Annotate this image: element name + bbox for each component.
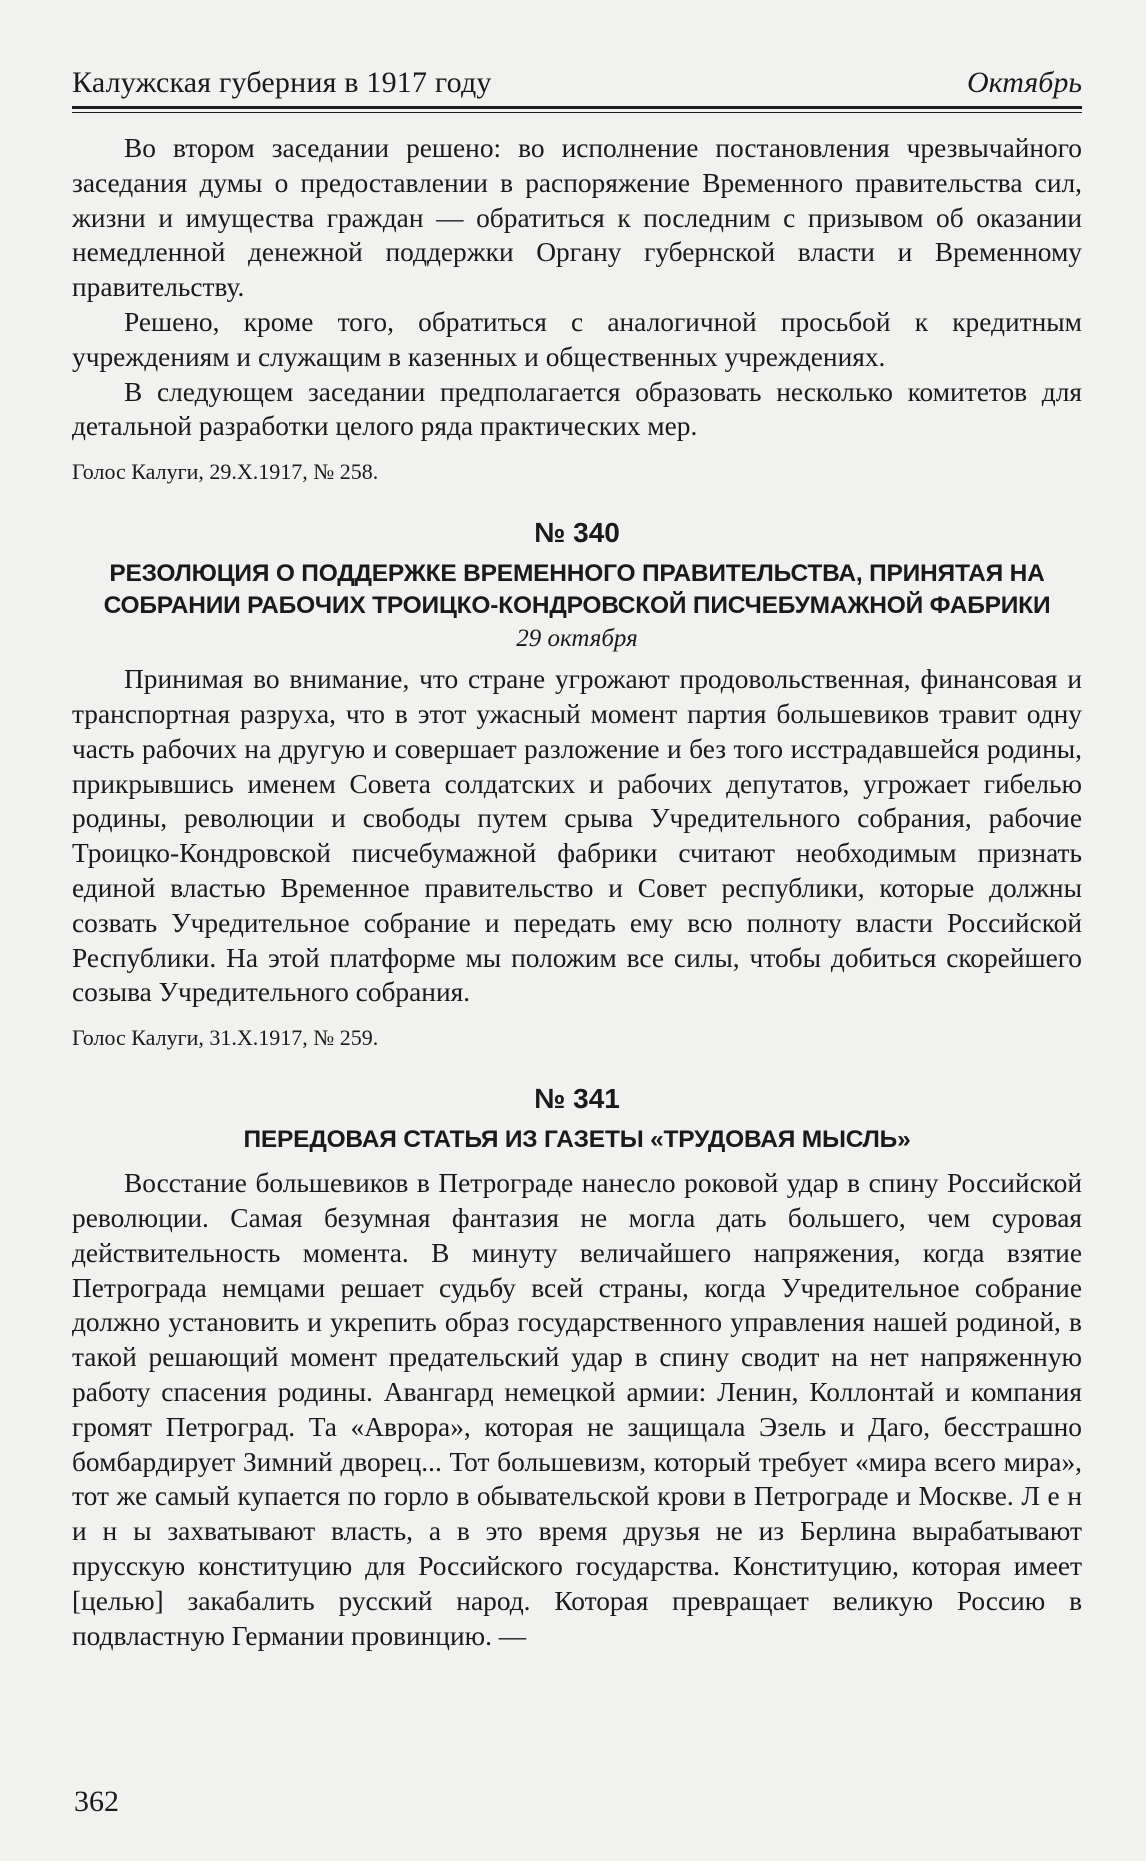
intro-source: Голос Калуги, 29.X.1917, № 258. <box>72 459 379 485</box>
running-header-month: Октябрь <box>966 66 1082 99</box>
page-number: 362 <box>74 1785 119 1818</box>
intro-paragraph: Решено, кроме того, обратиться с аналогичной просьбой к кредитным учреждениям и служащим в казенных и общественных учреждениях. <box>72 306 1082 372</box>
document-341 <box>72 1082 1082 1653</box>
document-title: РЕЗОЛЮЦИЯ О ПОДДЕРЖКЕ ВРЕМЕННОГО ПРАВИТЕЛЬСТВА, ПРИНЯТАЯ НА СОБРАНИИ РАБОЧИХ ТРОИЦКО-КОНДРОВСКОЙ ПИСЧЕБУМАЖНОЙ ФАБРИКИ <box>103 560 1051 620</box>
document-source: Голос Калуги, 31.X.1917, № 259. <box>72 1025 379 1051</box>
running-header <box>72 48 1082 100</box>
document-title: ПЕРЕДОВАЯ СТАТЬЯ ИЗ ГАЗЕТЫ «ТРУДОВАЯ МЫСЛЬ» <box>243 1126 911 1154</box>
document-number: № 341 <box>534 1083 620 1115</box>
intro-paragraph: Во втором заседании решено: во исполнение постановления чрезвычайного заседания думы о предоставлении в распоряжение Временного правительства сил, жизни и имущества граждан — обратиться к последним с призывом об оказании немедленной денежной поддержки Органу губернской власти и Временному правительству. <box>72 133 1082 303</box>
document-paragraph: Принимая во внимание, что стране угрожают продовольственная, финансовая и транспортная разруха, что в этот ужасный момент партия большевиков травит одну часть рабочих на другую и совершает разложение и без того исстрадавшейся родины, прикрывшись именем Совета солдатских и рабочих депутатов, угрожает гибелью родины, революции и свободы путем срыва Учредительного собрания, рабочие Троицко-Кондровской писчебумажной фабрики считают необходимым признать единой властью Временное правительство и Совет республики, которые должны созвать Учредительное собрание и передать ему всю полноту власти Российской Республики. На этой платформе мы положим все силы, чтобы добиться скорейшего созыва Учредительного собрания. <box>72 664 1082 1008</box>
page <box>72 48 1082 1653</box>
intro-paragraph: В следующем заседании предполагается образовать несколько комитетов для детальной разработки целого ряда практических мер. <box>72 376 1082 442</box>
running-header-title: Калужская губерния в 1917 году <box>72 66 492 99</box>
header-rule <box>72 106 1082 113</box>
document-date: 29 октября <box>516 625 638 653</box>
document-number: № 340 <box>534 517 620 549</box>
intro-section <box>72 131 1082 486</box>
document-340 <box>72 516 1082 1052</box>
document-paragraph: Восстание большевиков в Петрограде нанесло роковой удар в спину Российской революции. Самая безумная фантазия не могла дать большего, чем суровая действительность момента. В минуту величайшего напряжения, когда взятие Петрограда немцами решает судьбу всей страны, когда Учредительное собрание должно установить и укрепить образ государственного управления нашей родиной, в такой решающий момент предательский удар в спину сводит на нет напряженную работу спасения родины. Авангард немецкой армии: Ленин, Коллонтай и компания громят Петроград. Та «Аврора», которая не защищала Эзель и Даго, бесстрашно бомбардирует Зимний дворец... Тот большевизм, который требует «мира всего мира», тот же самый купается по горло в обывательской крови в Петрограде и Москве. Л е н и н ы захватывают власть, а в это время друзья не из Берлина вырабатывают прусскую конституцию для Российского государства. Конституцию, которая имеет [целью] закабалить русский народ. Которая превращает великую Россию в подвластную Германии провинцию. — <box>72 1168 1082 1651</box>
